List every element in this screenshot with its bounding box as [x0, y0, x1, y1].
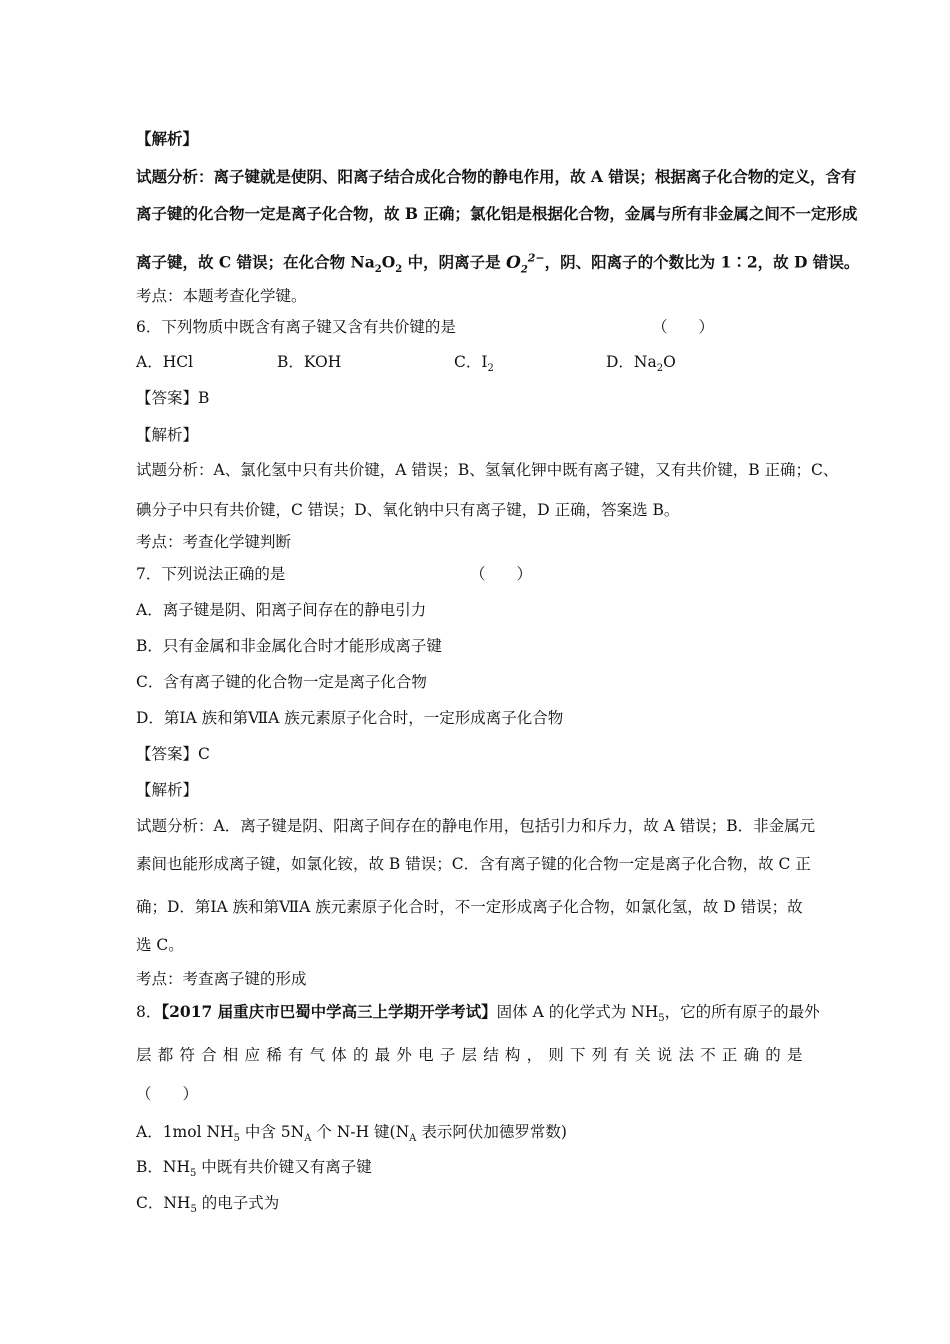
- option-b: B．KOH: [277, 353, 342, 371]
- subscript: A: [409, 1133, 417, 1145]
- answer-line: 【答案】C: [136, 745, 210, 763]
- analysis-line: 试题分析：A、氯化氢中只有共价键，A 错误；B、氢氧化钾中既有离子键，又有共价键，B 正确；C、: [136, 461, 839, 479]
- answer-line: 【答案】B: [136, 389, 210, 407]
- text-run: A．1mol NH: [136, 1123, 234, 1141]
- question-stem: [136, 1001, 820, 1030]
- option-a: A．HCl: [136, 353, 194, 371]
- analysis-line: 碘分子中只有共价键，C 错误；D、氧化钠中只有离子键，D 正确，答案选 B。: [136, 501, 680, 519]
- kaodian-line: 考点：本题考查化学键。: [136, 287, 307, 305]
- kaodian-line: 考点：考查化学键判断: [136, 533, 292, 551]
- answer-paren: （ ）: [652, 318, 715, 336]
- option-d: [606, 351, 676, 380]
- question-stem: 层都符合相应稀有气体的最外电子层结构，则下列有关说法不正确的是: [136, 1046, 809, 1064]
- analysis-line: 试题分析：A．离子键是阴、阳离子间存在的静电作用，包括引力和斥力，故 A 错误；B．非金属元: [136, 817, 816, 835]
- subscript: 2: [395, 263, 403, 275]
- option-a: [136, 1121, 567, 1150]
- text-run: 离子键，故 C 错误；在化合物 Na: [136, 252, 375, 272]
- subscript: 5: [233, 1133, 240, 1145]
- analysis-line: 试题分析：离子键就是使阴、阳离子结合成化合物的静电作用，故 A 错误；根据离子化合物的定义，含有: [136, 167, 857, 186]
- text-run: C．NH: [136, 1194, 191, 1212]
- option-a: A．离子键是阴、阳离子间存在的静电引力: [136, 601, 427, 619]
- subscript: 2: [656, 363, 664, 375]
- option-c: C．含有离子键的化合物一定是离子化合物: [136, 673, 427, 691]
- peroxide-ion-formula: [506, 251, 545, 276]
- text-run: ，它的所有原子的最外: [664, 1003, 820, 1021]
- kaodian-line: 考点：考查离子键的形成: [136, 970, 307, 988]
- subscript: A: [304, 1133, 312, 1145]
- text-run: 的电子式为: [196, 1194, 280, 1212]
- option-d: D．第ⅠA 族和第ⅦA 族元素原子化合时，一定形成离子化合物: [136, 709, 564, 727]
- text-run: ，阴、阳离子的个数比为 1∶2，故 D 错误。: [544, 252, 860, 272]
- option-c: [136, 1192, 279, 1221]
- question-stem: 7．下列说法正确的是: [136, 565, 286, 583]
- text-run: 表示阿伏加德罗常数): [416, 1123, 567, 1141]
- option-c: [454, 351, 494, 380]
- option-b: B．只有金属和非金属化合时才能形成离子键: [136, 637, 442, 655]
- subscript: 5: [658, 1013, 665, 1025]
- text-run: O: [663, 353, 676, 371]
- analysis-line: 素间也能形成离子键，如氯化铵，故 B 错误；C．含有离子键的化合物一定是离子化合物，故 C 正: [136, 855, 811, 873]
- analysis-line: 选 C。: [136, 936, 184, 954]
- question-stem: 6．下列物质中既含有离子键又含有共价键的是: [136, 318, 456, 336]
- analysis-line: 离子键的化合物一定是离子化合物，故 B 正确；氯化铝是根据化合物，金属与所有非金属之间不一定形成: [136, 204, 858, 223]
- text-run: B．NH: [136, 1158, 190, 1176]
- text-run: 中既有共价键又有离子键: [196, 1158, 372, 1176]
- subscript: 5: [189, 1168, 197, 1180]
- answer-paren: （ ）: [470, 565, 533, 583]
- text-run: 固体 A 的化学式为 NH: [496, 1003, 659, 1021]
- subscript: 5: [190, 1204, 197, 1216]
- analysis-heading: 【解析】: [136, 426, 199, 444]
- source-tag: 【2017 届重庆市巴蜀中学高三上学期开学考试】: [161, 1002, 497, 1021]
- analysis-line: 确；D．第ⅠA 族和第ⅦA 族元素原子化合时，不一定形成离子化合物，如氯化氢，故 D 错误；故: [136, 898, 803, 916]
- analysis-line: [136, 247, 859, 281]
- text-run: 中含 5N: [239, 1123, 305, 1141]
- subscript: 2: [487, 363, 494, 375]
- text-run: 8．: [136, 1003, 162, 1021]
- answer-paren: （ ）: [136, 1085, 199, 1103]
- analysis-heading: 【解析】: [136, 129, 199, 148]
- analysis-heading: 【解析】: [136, 781, 199, 799]
- text-run: 个 N-H 键(N: [311, 1123, 410, 1141]
- text-run: C．I: [454, 353, 488, 371]
- subscript: 2: [374, 263, 382, 275]
- formula-symbol: O: [506, 252, 521, 273]
- superscript: 2−: [527, 251, 545, 264]
- subscript: 2: [520, 264, 528, 276]
- option-b: [136, 1156, 372, 1185]
- text-run: 中，阴离子是: [402, 252, 506, 272]
- text-run: O: [381, 252, 396, 272]
- text-run: D．Na: [606, 353, 657, 371]
